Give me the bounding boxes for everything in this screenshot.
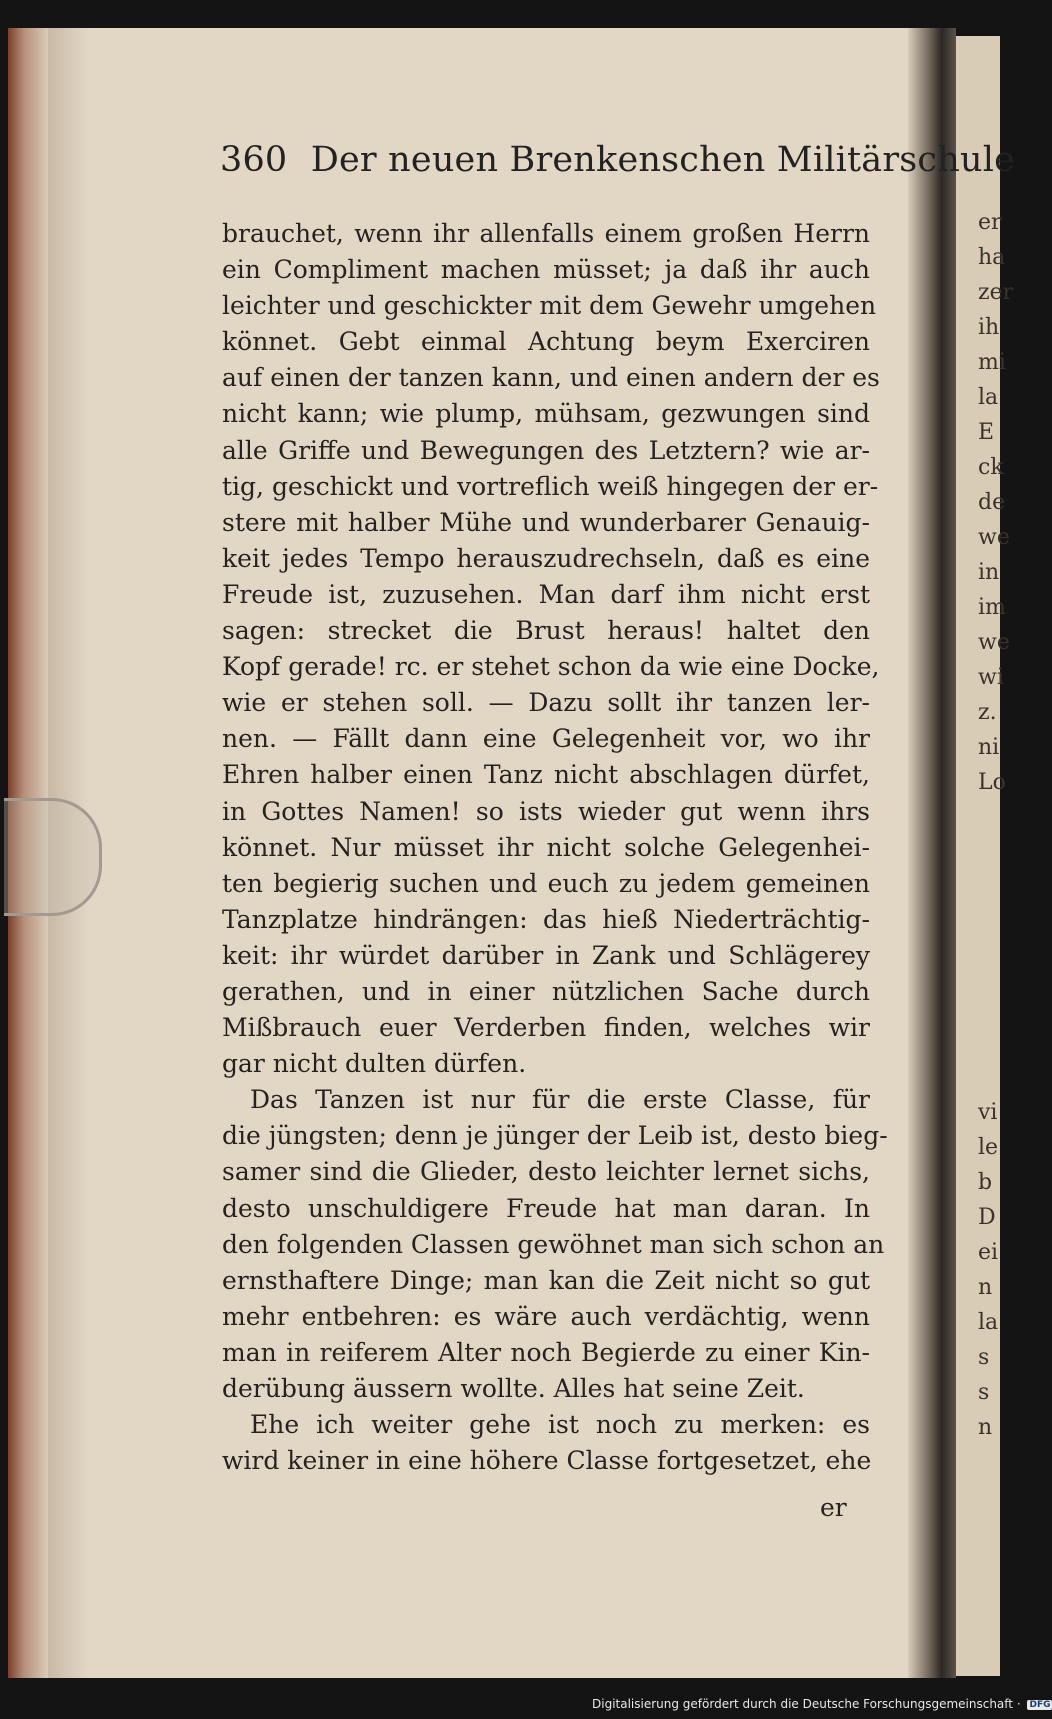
text-line: ernsthaftere Dinge; man kan die Zeit nicht so gut	[222, 1265, 870, 1295]
adjacent-page-fragment: in	[978, 560, 1000, 585]
text-line: Freude ist, zuzusehen. Man darf ihm nicht erst	[222, 579, 870, 609]
text-line: stere mit halber Mühe und wunderbarer Genauig-	[222, 507, 870, 537]
text-line: Kopf gerade! rc. er stehet schon da wie eine Docke,	[222, 652, 880, 682]
text-line: auf einen der tanzen kann, und einen andern der es	[222, 363, 880, 393]
adjacent-page-fragment: ha	[978, 245, 1006, 270]
adjacent-page-fragment: ih	[978, 315, 1000, 340]
adjacent-page-fragment: ni	[978, 735, 1000, 760]
text-line: desto unschuldigere Freude hat man daran. In	[222, 1193, 870, 1223]
adjacent-page-fragment: ck	[978, 455, 1004, 480]
text-line: nen. — Fällt dann eine Gelegenheit vor, wo ihr	[222, 724, 870, 754]
page-number: 360	[220, 140, 288, 180]
adjacent-page-fragment: le	[978, 1135, 999, 1160]
adjacent-page-fragment: wi	[978, 665, 1004, 690]
text-line: gar nicht dulten dürfen.	[222, 1049, 527, 1079]
text-line: brauchet, wenn ihr allenfalls einem großen Herrn	[222, 219, 870, 248]
book-gutter	[908, 28, 956, 1678]
text-line: wie er stehen soll. — Dazu sollt ihr tanzen ler-	[222, 688, 870, 718]
adjacent-page-fragment: s	[978, 1380, 990, 1405]
adjacent-page-fragment: zer	[978, 280, 1014, 305]
text-line: Tanzplatze hindrängen: das hieß Niederträchtig-	[222, 904, 870, 934]
adjacent-page-fragment: s	[978, 1345, 990, 1370]
text-line: alle Griffe und Bewegungen des Letztern? wie ar-	[222, 435, 870, 465]
text-line: Ehe ich weiter gehe ist noch zu merken: es	[250, 1410, 870, 1440]
text-line: wird keiner in eine höhere Classe fortgesetzet, ehe	[222, 1446, 872, 1476]
text-line: nicht kann; wie plump, mühsam, gezwungen sind	[222, 399, 870, 429]
adjacent-page-fragment: la	[978, 385, 999, 410]
adjacent-page-fragment: D	[978, 1205, 996, 1230]
page-clip	[4, 798, 102, 916]
credit-text: Digitalisierung gefördert durch die Deutsche Forschungsgemeinschaft ·	[592, 1697, 1021, 1711]
adjacent-page-fragment: ei	[978, 1240, 999, 1265]
adjacent-page-fragment: E	[978, 420, 995, 445]
adjacent-page-fragment: er	[978, 210, 1002, 235]
adjacent-page-fragment: n	[978, 1275, 993, 1300]
adjacent-page-fragment: b	[978, 1170, 993, 1195]
adjacent-page-fragment: n	[978, 1415, 993, 1440]
text-line: den folgenden Classen gewöhnet man sich schon an	[222, 1229, 885, 1259]
text-line: leichter und geschickter mit dem Gewehr umgehen	[222, 291, 877, 321]
text-line: Mißbrauch euer Verderben finden, welches wir	[222, 1013, 870, 1043]
adjacent-page-fragment: im	[978, 595, 1006, 620]
text-line: keit jedes Tempo herauszudrechseln, daß es eine	[222, 543, 870, 573]
adjacent-page-fragment: we	[978, 525, 1010, 550]
text-line: in Gottes Namen! so ists wieder gut wenn ihrs	[222, 796, 870, 826]
adjacent-page-fragment: vi	[978, 1100, 998, 1125]
text-line: man in reiferem Alter noch Begierde zu einer Kin-	[222, 1337, 870, 1367]
text-line: könnet. Nur müsset ihr nicht solche Gelegenhei-	[222, 832, 870, 862]
adjacent-page-fragment: la	[978, 1310, 999, 1335]
catchword: er	[820, 1493, 847, 1522]
text-line: Das Tanzen ist nur für die erste Classe, für	[250, 1085, 870, 1115]
text-line: derübung äussern wollte. Alles hat seine Zeit.	[222, 1374, 805, 1403]
running-head-title: Der neuen Brenkenschen Militärschule	[310, 140, 1016, 180]
adjacent-page-fragment: Lo	[978, 770, 1006, 795]
body-text	[222, 216, 888, 1479]
text-line: könnet. Gebt einmal Achtung beym Exerciren	[222, 327, 870, 357]
text-line: ein Compliment machen müsset; ja daß ihr auch	[222, 255, 870, 285]
text-line: die jüngsten; denn je jünger der Leib ist, desto bieg-	[222, 1121, 888, 1151]
text-line: gerathen, und in einer nützlichen Sache durch	[222, 976, 870, 1006]
text-line: ten begierig suchen und euch zu jedem gemeinen	[222, 868, 870, 898]
text-line: sagen: strecket die Brust heraus! haltet den	[222, 616, 870, 646]
text-line: keit: ihr würdet darüber in Zank und Schlägerey	[222, 940, 870, 970]
running-head	[220, 140, 1016, 180]
text-line: samer sind die Glieder, desto leichter lernet sichs,	[222, 1157, 870, 1187]
adjacent-page-fragment: de	[978, 490, 1006, 515]
text-line: Ehren halber einen Tanz nicht abschlagen dürfet,	[222, 760, 870, 790]
adjacent-page-fragment: we	[978, 630, 1010, 655]
text-line: tig, geschickt und vortreflich weiß hingegen der er-	[222, 471, 879, 501]
dfg-logo: DFG	[1029, 1699, 1051, 1710]
text-line: mehr entbehren: es wäre auch verdächtig, wenn	[222, 1301, 870, 1331]
adjacent-page-fragment: z.	[978, 700, 997, 725]
digitization-credit	[592, 1697, 1052, 1711]
adjacent-page-fragment: mi	[978, 350, 1006, 375]
